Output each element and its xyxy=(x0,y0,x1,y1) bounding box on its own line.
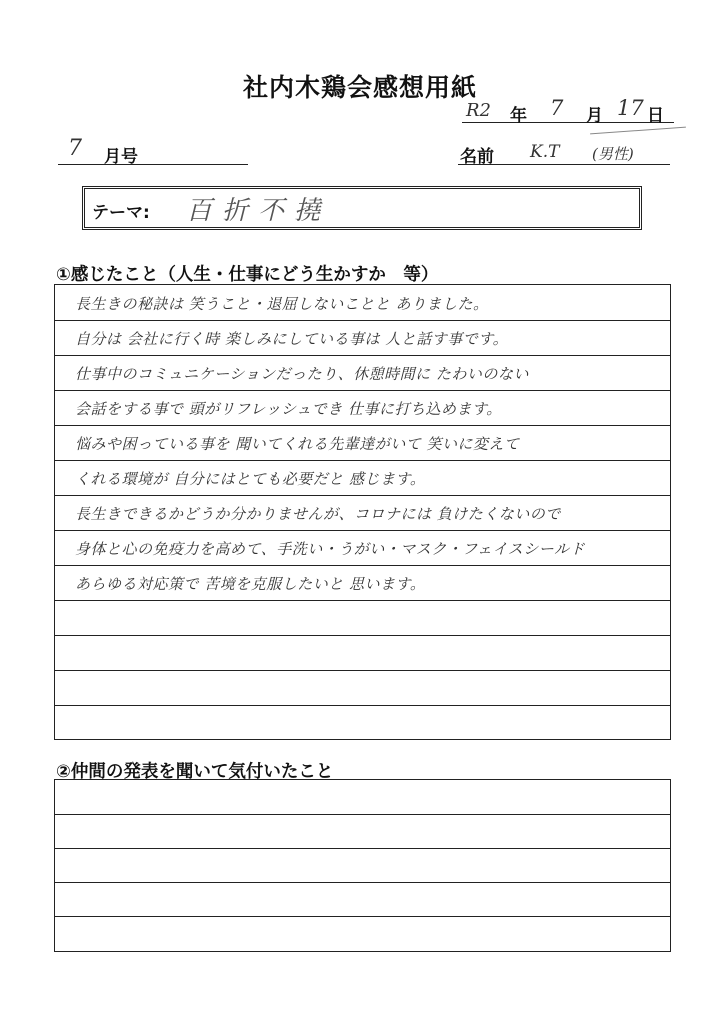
handwritten-line: 悩みや困っている事を 聞いてくれる先輩達がいて 笑いに変えて xyxy=(75,435,520,453)
theme-label: テーマ: xyxy=(92,203,150,223)
ruled-line xyxy=(55,355,670,356)
section2-title: ②仲間の発表を聞いて気付いたこと xyxy=(56,762,334,782)
ruled-line xyxy=(55,390,670,391)
ruled-line xyxy=(55,814,670,815)
ruled-line xyxy=(55,670,670,671)
ruled-line xyxy=(55,460,670,461)
handwritten-line: 仕事中のコミュニケーションだったり、休憩時間に たわいのない xyxy=(75,365,529,383)
issue-number: 7 xyxy=(68,136,82,161)
ruled-line xyxy=(55,600,670,601)
handwritten-line: 長生きできるかどうか分かりませんが、コロナには 負けたくないので xyxy=(75,505,561,523)
ruled-line xyxy=(55,705,670,706)
date-year-label: 年 xyxy=(510,106,527,126)
handwritten-line: 身体と心の免疫力を高めて、手洗い・うがい・マスク・フェイスシールド xyxy=(75,540,586,558)
name-note: (男性) xyxy=(592,145,634,163)
name-label: 名前 xyxy=(460,147,494,167)
ruled-line xyxy=(55,530,670,531)
ruled-line xyxy=(55,882,670,883)
theme-value: 百折不撓 xyxy=(186,196,331,226)
ruled-line xyxy=(55,635,670,636)
date-day-label: 日 xyxy=(647,106,664,126)
section1-grid xyxy=(54,284,671,740)
handwritten-line: あらゆる対応策で 苦境を克服したいと 思います。 xyxy=(75,575,426,593)
section1-title: ①感じたこと（人生・仕事にどう生かすか 等） xyxy=(56,265,439,285)
name-value: K.T xyxy=(530,142,560,162)
ruled-line xyxy=(55,848,670,849)
date-day: 17 xyxy=(617,96,644,120)
handwritten-line: 長生きの秘訣は 笑うこと・退屈しないことと ありました。 xyxy=(75,295,489,313)
date-strike-line xyxy=(590,127,686,135)
date-era: R2 xyxy=(466,100,492,121)
handwritten-line: 会話をする事で 頭がリフレッシュでき 仕事に打ち込めます。 xyxy=(75,400,502,418)
issue-label: 月号 xyxy=(104,147,138,167)
ruled-line xyxy=(55,565,670,566)
date-month-label: 月 xyxy=(586,106,603,126)
ruled-line xyxy=(55,495,670,496)
section2-grid xyxy=(54,779,671,952)
theme-box xyxy=(82,186,642,230)
issue-underline xyxy=(58,140,248,165)
handwritten-line: 自分は 会社に行く時 楽しみにしている事は 人と話す事です。 xyxy=(75,330,509,348)
ruled-line xyxy=(55,425,670,426)
ruled-line xyxy=(55,916,670,917)
date-month: 7 xyxy=(550,96,564,120)
ruled-line xyxy=(55,320,670,321)
handwritten-line: くれる環境が 自分にはとても必要だと 感じます。 xyxy=(75,470,426,488)
form-title: 社内木鶏会感想用紙 xyxy=(242,73,477,102)
